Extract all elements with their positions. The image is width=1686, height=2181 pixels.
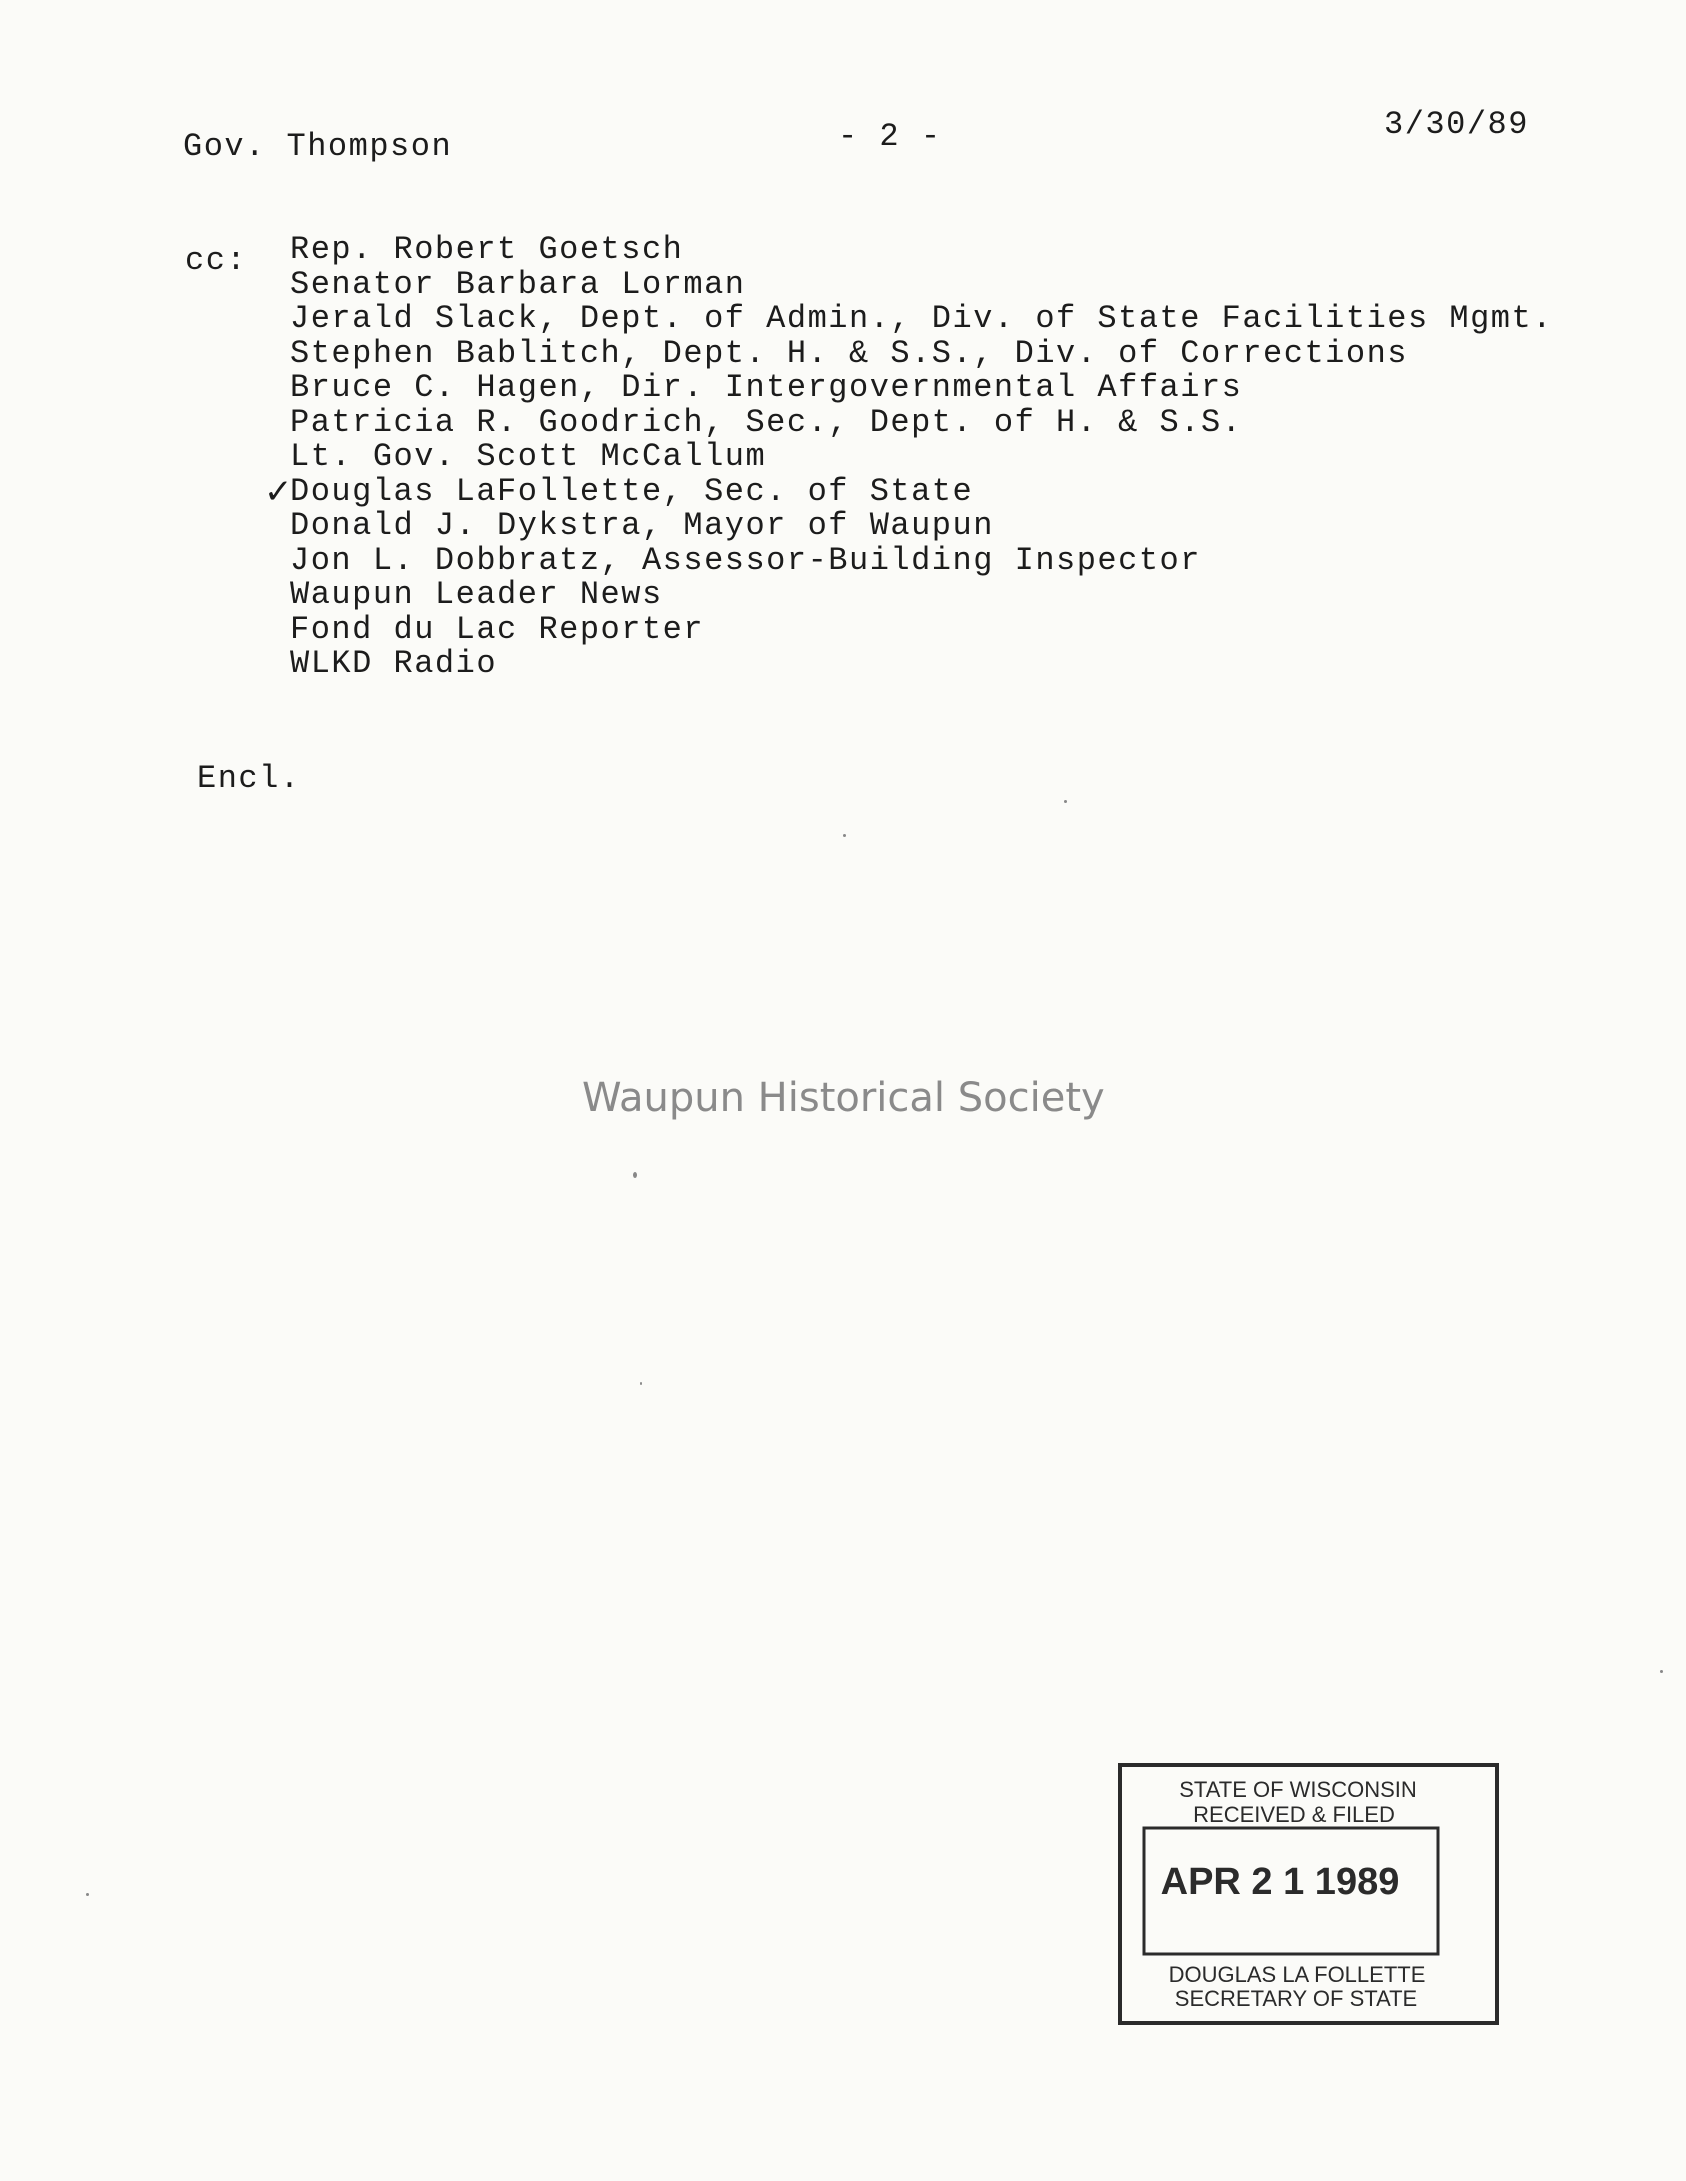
cc-recipient: Jon L. Dobbratz, Assessor-Building Inspector [290,541,1201,579]
letter-date: 3/30/89 [1384,106,1529,143]
stamp-line3: DOUGLAS LA FOLLETTE [1168,1962,1426,1987]
cc-recipient: Stephen Bablitch, Dept. H. & S.S., Div. of Corrections [290,334,1408,372]
paper-speck [640,1382,642,1385]
cc-recipient: Bruce C. Hagen, Dir. Intergovernmental Affairs [290,369,1243,406]
watermark: Waupun Historical Society [582,1075,1105,1121]
cc-recipient-checked [264,471,1553,512]
cc-recipient-list [264,231,1553,682]
cc-recipient: Rep. Robert Goetsch [290,231,684,268]
stamp-date: APR 2 1 1989 [1160,1861,1400,1903]
received-filed-stamp [1088,1762,1502,2032]
cc-recipient: Jerald Slack, Dept. of Admin., Div. of State Facilities Mgmt. [290,300,1553,337]
stamp-line2: RECEIVED & FILED [1193,1802,1395,1827]
addressee: Gov. Thompson [183,128,453,165]
cc-label: cc: [185,242,248,279]
cc-recipient: Senator Barbara Lorman [290,265,746,303]
stamp-line4: SECRETARY OF STATE [1174,1986,1418,2011]
paper-speck [633,1172,637,1178]
cc-recipient: WLKD Radio [290,645,498,682]
cc-recipient: Waupun Leader News [290,576,663,613]
cc-recipient: Donald J. Dykstra, Mayor of Waupun [290,507,994,544]
paper-speck [843,834,846,837]
cc-recipient-name: Douglas LaFollette, Sec. of State [290,472,974,510]
cc-recipient: Lt. Gov. Scott McCallum [290,438,767,475]
cc-recipient: Fond du Lac Reporter [290,610,705,648]
check-mark-icon: ✓ [264,471,294,512]
paper-speck [1660,1670,1663,1673]
paper-speck [1064,800,1067,803]
page-number: - 2 - [838,118,942,155]
cc-recipient: Patricia R. Goodrich, Sec., Dept. of H. & S.S. [290,403,1243,441]
paper-speck [86,1893,89,1896]
enclosure-note: Encl. [197,760,301,797]
stamp-line1: STATE OF WISCONSIN [1179,1777,1417,1802]
